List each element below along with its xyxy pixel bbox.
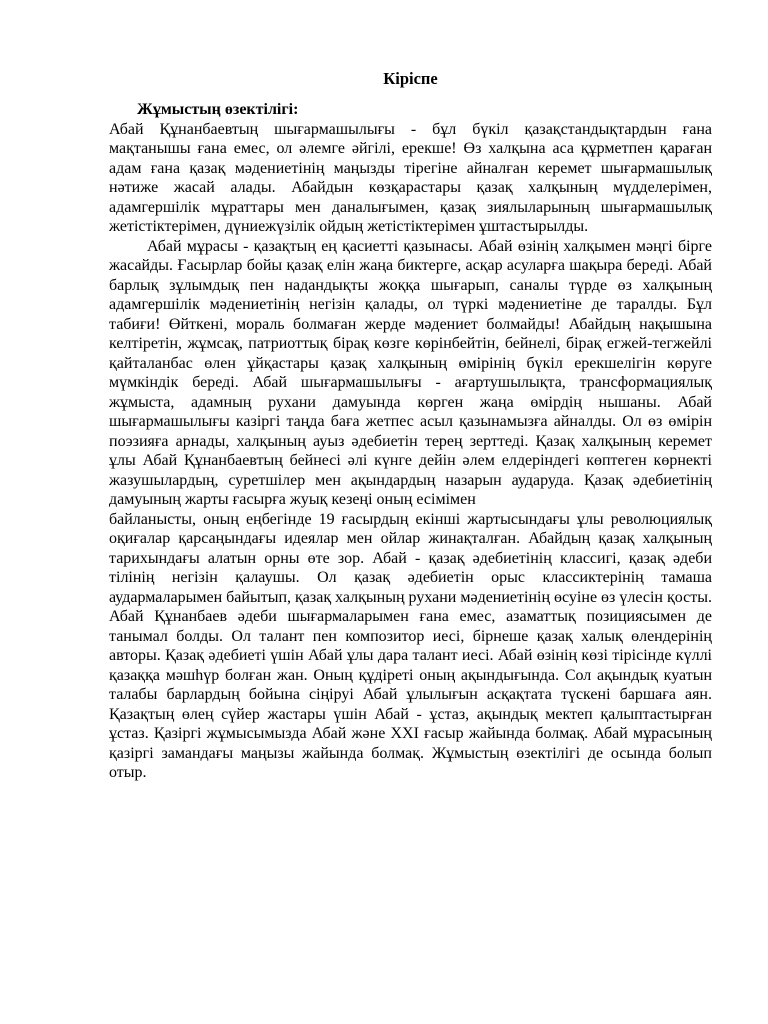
document-page [109, 68, 712, 783]
document-title: Кіріспе [383, 69, 438, 88]
section-heading: Жұмыстың өзектілігі: [137, 101, 299, 118]
paragraph-2: Абай мұрасы - қазақтың ең қасиетті қазынасы. Абай өзінің халқымен мәңгі бірге жасайды. Ғасырлар бойы қазақ елін жаңа биктерге, асқар асуларға шақыра береді. Абай барлық зұлымдық пен надандықты жоққа шығарып, саналы түрде өз халқының адамгершілік мәдениетінің негізін қалады, ол түркі мәдениетіне де таралды. Бұл табиғи! Өйткені, мораль болмаған жерде мәдениет болмайды! Абайдың нақышына келтіретін, жұмсақ, патриоттық бірақ көзге көрінбейтін, бейнелі, бірақ егжей-тегжейлі қайталанбас өлен ұйқастары қазақ халқының өмірінің бүкіл ерекшелігін көруге мүмкіндік береді. Абай шығармашылығы - ағартушылықта, трансформациялық жұмыста, адамның рухани дамуында көрген жаңа өмірдің нышаны. Абай шығармашылығы казіргі таңда баға жетпес асыл қазынамызға айналды. Ол өз өмірін поэзияға арнады, халқының ауыз әдебиетін терең зерттеді. Қазақ халқының керемет ұлы Абай Құнанбаевтың бейнесі әлі күнге дейін әлем елдеріндегі көптеген көрнекті жазушылардың, суретшілер мен ақындардың назарын аударуда. Қазақ әдебиетінің дамуының жарты ғасырға жуық кезеңі оның есімімен [109, 237, 712, 508]
paragraph-1: Абай Құнанбаевтың шығармашылығы - бұл бүкіл қазақстандықтардын ғана мақтанышы ғана емес, ол әлемге әйгілі, ерекше! Өз халқына аса құрметпен қараған адам ғана қазақ мәдениетінің маңызды тірегіне айналған керемет шығармашылық нәтиже жасай алады. Абайдын көзқарастары қазақ халқының мүдделерімен, адамгершілік мұраттары мен даналығымен, қазақ зиялыларының шығармашылық жетістіктерімен, дүниежүзілік ойдың жетістіктерімен ұштастырылды. [109, 120, 712, 235]
paragraph-3: байланысты, оның еңбегінде 19 ғасырдың екінші жартысындағы ұлы революциялық оқиғалар қарсаңындағы идеялар мен ойлар жинақталған. Абайдың қазақ халқының тарихындағы алатын орны өте зор. Абай - қазақ әдебиетінің классигі, қазақ әдеби тілінің негізін қалаушы. Ол қазақ әдебиетін орыс классиктерінің тамаша аудармаларымен байытып, қазақ халқының рухани мәдениетінің өсуіне өз үлесін қосты. Абай Құнанбаев әдеби шығармаларымен ғана емес, азаматтық позициясымен де танымал болды. Ол талант пен композитор иесі, бірнеше қазақ халық өлендерінің авторы. Қазақ әдебиеті үшін Абай ұлы дара талант иесі. Абай өзінің көзі тірісінде күллі қазаққа мәшһүр болған жан. Оның құдіреті оның ақындығында. Сол ақындық куатын талабы барлардың бойына сіңіруі Абай ұлылығын асқақтата түскені баршаға аян. Қазақтың өлең сүйер жастары үшін Абай - ұстаз, ақындық мектеп қалыптастырған ұстаз. Қазіргі жұмысымызда Абай және ХХІ ғасыр жайында болмақ. Абай мұрасының қазіргі замандағы маңызы жайында болмақ. Жұмыстың өзектілігі де осында болып отыр. [109, 510, 712, 781]
